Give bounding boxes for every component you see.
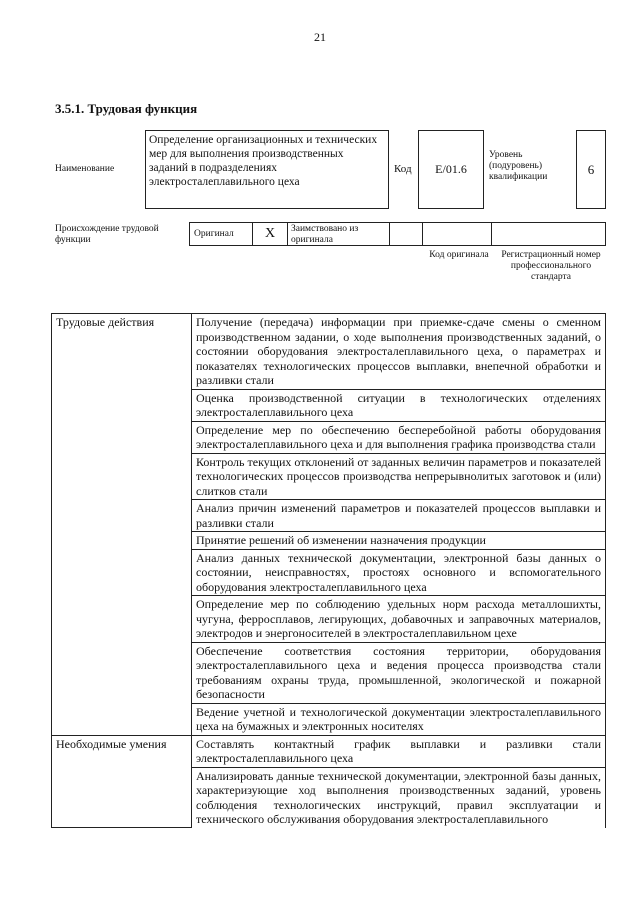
name-label: Наименование [55,164,115,174]
origin-table [190,222,606,246]
labor-action-item: Определение мер по обеспечению бесперебойной работы оборудования электросталеплавильного цеха и для выполнения графика производства стали [192,421,606,453]
table-row [52,314,606,390]
labor-action-item: Обеспечение соответствия состояния территории, оборудования электросталеплавильного цеха и ведения процесса производства стали требованиям охраны труда, промышленной, экологической и пожарной безопасности [192,642,606,703]
page-number: 21 [314,30,326,44]
table-row [52,735,606,767]
required-skills-label: Необходимые умения [52,735,192,828]
origin-label: Происхождение трудовой функции [55,224,159,245]
original-mark: X [252,222,288,246]
section-title: 3.5.1. Трудовая функция [55,101,198,116]
reg-number-cell [491,222,606,246]
labor-action-item: Ведение учетной и технологической документации электросталеплавильного цеха на бумажных и электронных носителях [192,703,606,735]
level-label: Уровень (подуровень) квалификации [489,150,548,182]
original-code-caption: Код оригинала [429,250,489,260]
level-value: 6 [576,130,606,209]
code-label: Код [394,163,412,175]
labor-action-item: Определение мер по соблюдению удельных норм расхода металлошихты, чугуна, ферросплавов, легирующих, добавочных и заправочных материалов, электродов и энергоносителей в электросталеплавильном цехе [192,596,606,643]
reg-number-caption: Регистрационный номер профессионального стандарта [501,250,601,282]
labor-actions-label: Трудовые действия [52,314,192,736]
borrowed-label: Заимствовано из оригинала [287,222,390,246]
labor-action-item: Оценка производственной ситуации в технологических отделениях электросталеплавильного цеха [192,389,606,421]
original-code-cell [422,222,492,246]
labor-action-item: Контроль текущих отклонений от заданных величин параметров и показателей технологических процессов производства непрерывнолитых заготовок и (или) слитков стали [192,453,606,500]
labor-action-item: Получение (передача) информации при приемке-сдаче смены о сменном производственном задании, о ходе выполнения производственных заданий, о состоянии оборудования электросталеплавильного цеха, о параметрах и показателях технологических процессов выплавки, внепечной обработки и разливки стали [192,314,606,390]
skill-item: Составлять контактный график выплавки и разливки стали электросталеплавильного цеха [192,735,606,767]
function-code-value: E/01.6 [418,130,484,209]
labor-action-item: Анализ причин изменений параметров и показателей процессов выплавки и разливки стали [192,500,606,532]
function-details-table [51,313,606,828]
skill-item: Анализировать данные технической документации, электронной базы данных, характеризующие ход выполнения производственных заданий, уровень соблюдения технологических инструкций, правил эксплуатации и технического обслуживания оборудования электросталеплавильного [192,767,606,828]
blank-cell [389,222,423,246]
original-label: Оригинал [189,222,253,246]
labor-action-item: Анализ данных технической документации, электронной базы данных о состоянии, неисправностях, простоях основного и вспомогательного оборудования электросталеплавильного цеха [192,549,606,596]
labor-action-item: Принятие решений об изменении назначения продукции [192,532,606,550]
function-name-value: Определение организационных и технических мер для выполнения производственных заданий в подразделениях электросталеплавильного цеха [145,130,389,209]
